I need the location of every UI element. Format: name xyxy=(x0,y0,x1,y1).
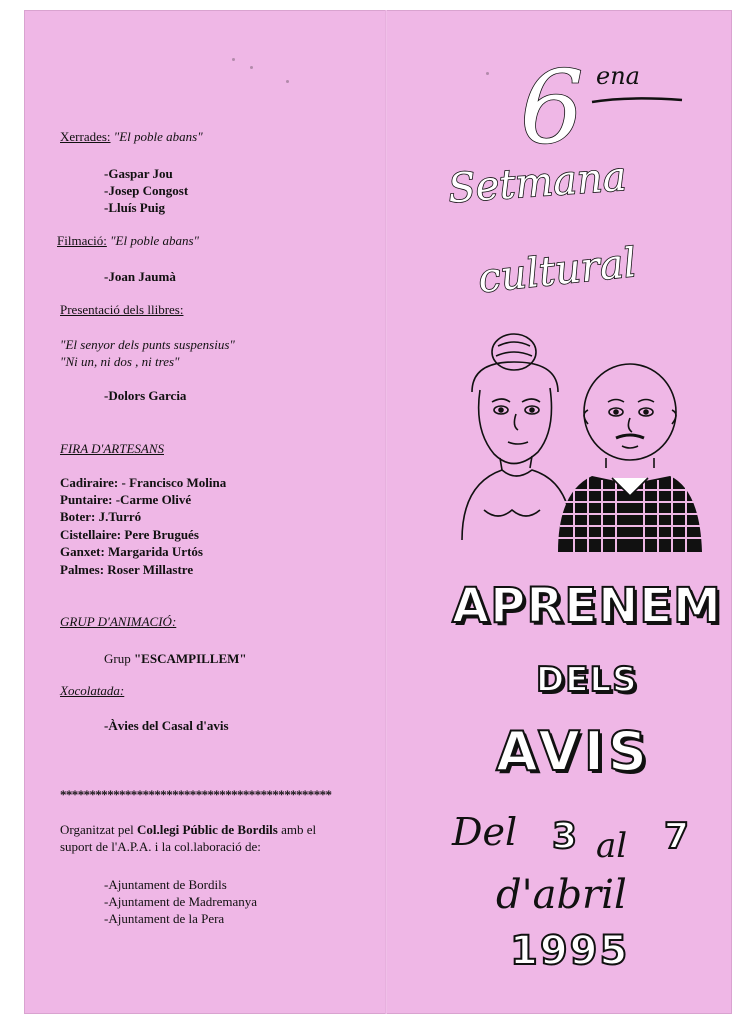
filmacio-title: "El poble abans" xyxy=(110,233,200,248)
grup-name: "ESCAMPILLEM" xyxy=(133,651,247,666)
grup-prefix: Grup xyxy=(104,651,134,666)
filmacio-line xyxy=(57,232,199,249)
filmacio-label: Filmació: xyxy=(57,233,107,248)
grup-heading: GRUP D'ANIMACIÓ: xyxy=(60,614,177,629)
xerrades-label: Xerrades: xyxy=(60,129,111,144)
date-month: d'abril xyxy=(496,872,627,918)
cultural-text: cultural xyxy=(476,239,639,303)
setmana-text: Setmana xyxy=(446,153,628,213)
xerrades-title: "El poble abans" xyxy=(113,129,203,144)
speaker-name: -Gaspar Jou xyxy=(104,166,173,181)
edition-number: 6 xyxy=(520,49,584,166)
date-al: al xyxy=(596,826,628,866)
paper-speck xyxy=(250,66,253,69)
title-dels: DELS xyxy=(536,660,638,700)
xerrades-line xyxy=(60,128,203,145)
fira-heading: FIRA D'ARTESANS xyxy=(60,441,164,456)
artisan-item: Ganxet: Margarida Urtós xyxy=(60,544,203,559)
date-del: Del xyxy=(452,810,518,854)
school-name: Col.legi Públic de Bordils xyxy=(137,822,278,837)
paper-speck xyxy=(232,58,235,61)
organitzat-text: amb el xyxy=(277,822,317,837)
date-year: 1995 xyxy=(510,928,630,974)
paper-speck xyxy=(486,72,489,75)
organitzat-text: suport de l'A.P.A. i la col.laboració de: xyxy=(60,839,261,854)
book-title: "El senyor dels punts suspensius" xyxy=(60,337,235,352)
artisan-item: Cistellaire: Pere Brugués xyxy=(60,527,199,542)
organitzat-text: Organitzat pel xyxy=(60,822,138,837)
artisan-item: Puntaire: -Carme Olivé xyxy=(60,492,192,507)
grandmother-drawing xyxy=(462,334,572,540)
grandparents-illustration xyxy=(452,330,704,555)
sponsor-item: -Ajuntament de Madremanya xyxy=(104,894,258,909)
speaker-name: -Lluís Puig xyxy=(104,200,166,215)
fold-line xyxy=(385,10,387,1014)
ordinal-underline xyxy=(588,94,688,108)
checked-shirt xyxy=(558,476,702,552)
speaker-name: -Josep Congost xyxy=(104,183,189,198)
edition-ordinal: ena xyxy=(596,62,640,90)
artisan-item: Cadiraire: - Francisco Molina xyxy=(60,475,227,490)
date-start-day: 3 xyxy=(552,816,579,857)
artisan-item: Palmes: Roser Millastre xyxy=(60,562,194,577)
sponsor-item: -Ajuntament de la Pera xyxy=(104,911,225,926)
title-avis: AVIS xyxy=(496,720,651,783)
paper-speck xyxy=(286,80,289,83)
book-author: -Dolors Garcia xyxy=(104,388,187,403)
book-title: "Ni un, ni dos , ni tres" xyxy=(60,354,180,369)
star-divider: ********************************************** xyxy=(60,787,332,802)
grup-line xyxy=(104,650,247,667)
presentacio-label: Presentació dels llibres: xyxy=(60,302,184,317)
sponsor-item: -Ajuntament de Bordils xyxy=(104,877,227,892)
organitzat-line xyxy=(60,821,316,838)
xocolatada-person: -Àvies del Casal d'avis xyxy=(104,718,229,733)
artisan-item: Boter: J.Turró xyxy=(60,509,142,524)
date-end-day: 7 xyxy=(664,816,691,857)
xocolatada-heading: Xocolatada: xyxy=(60,683,125,698)
title-aprenem: APRENEM xyxy=(452,578,722,634)
filmacio-person: -Joan Jaumà xyxy=(104,269,176,284)
grandfather-drawing xyxy=(584,364,676,468)
